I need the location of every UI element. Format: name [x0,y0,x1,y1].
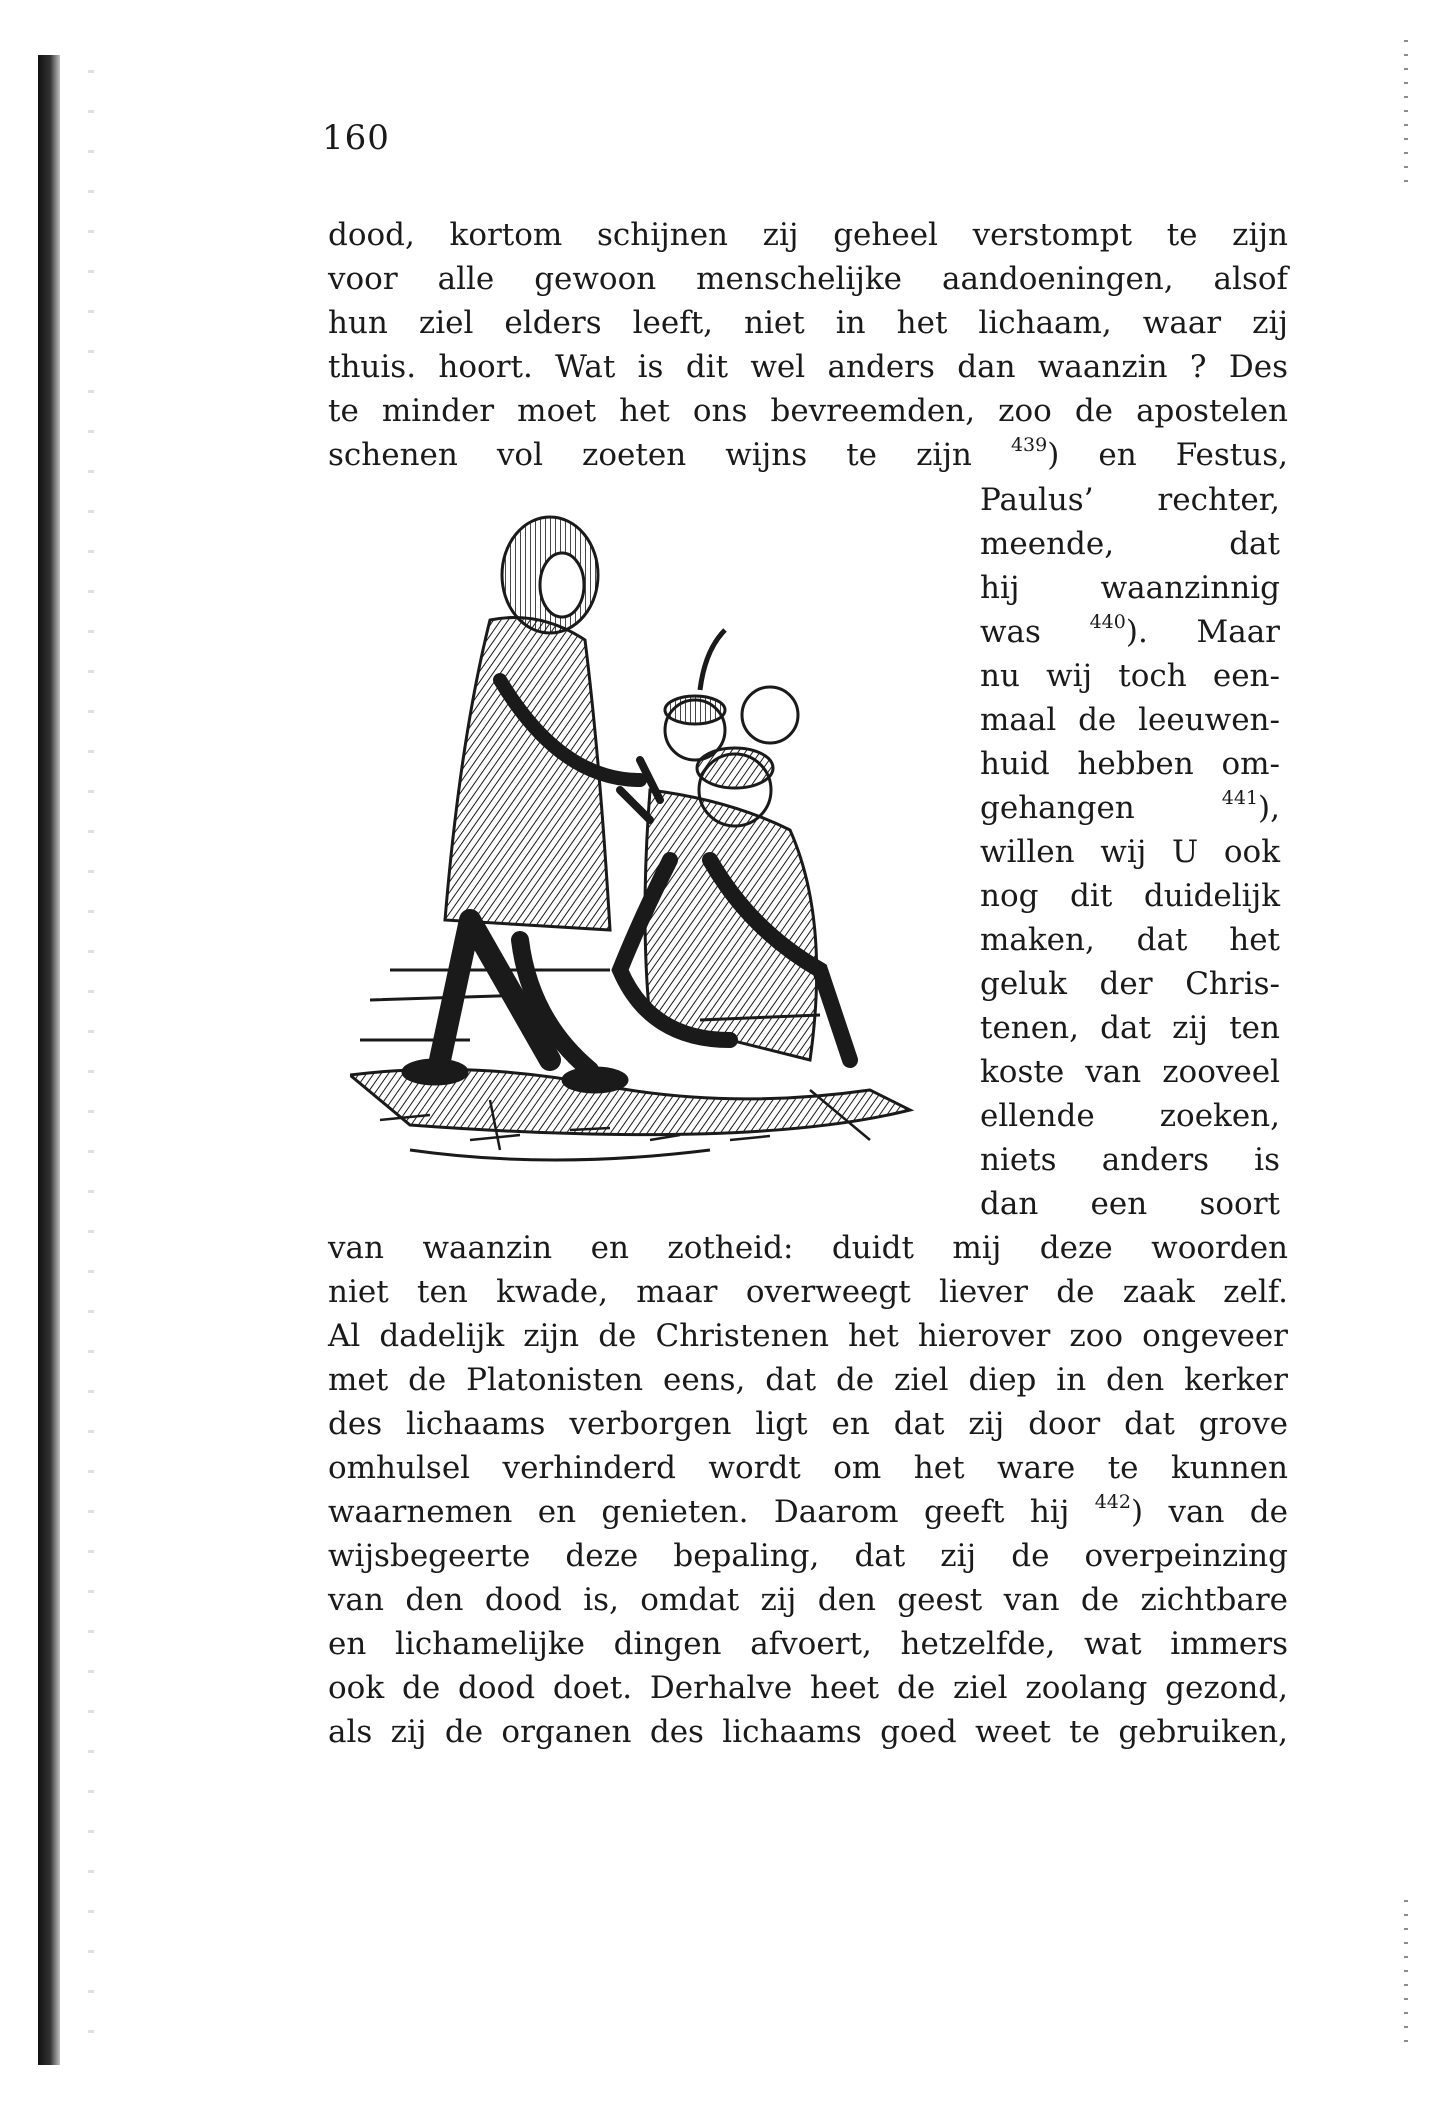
binding-shadow [38,55,60,2065]
text-line: tenen, dat zij ten [980,1010,1280,1046]
scan-edge-mark [1404,40,1408,190]
text-line: met de Platonisten eens, dat de ziel diep in den kerker [328,1362,1288,1398]
text-line: maal de leeuwen- [980,702,1280,738]
page-number: 160 [322,118,390,158]
text-line: ellende zoeken, [980,1098,1280,1134]
text-line: thuis. hoort. Wat is dit wel anders dan waanzin ? Des [328,349,1288,385]
text-line: en lichamelijke dingen afvoert, hetzelfde, wat immers [328,1626,1288,1662]
seated-figures [620,630,850,1060]
footnote-ref: 441 [1221,787,1259,809]
text-line: dan een soort [980,1186,1280,1222]
scan-specks [88,70,94,2050]
footnote-ref: 439 [1010,434,1048,456]
text-line: huid hebben om- [980,746,1280,782]
text-line: Paulus’ rechter, [980,482,1280,518]
footnote-ref: 442 [1094,1491,1131,1513]
text-line: omhulsel verhinderd wordt om het ware te kunnen [328,1450,1288,1486]
scan-edge-mark [1404,1900,1408,2050]
text-line: nog dit duidelijk [980,878,1280,914]
woodcut-illustration [350,500,960,1190]
text-line: koste van zooveel [980,1054,1280,1090]
text-line: waarnemen en genieten. Daarom geeft hij $^{442}$) van de [328,1491,1288,1530]
text-line: als zij de organen des lichaams goed weet te gebruiken, [328,1714,1288,1750]
text-line: hun ziel elders leeft, niet in het lichaam, waar zij [328,305,1288,341]
text-line: willen wij U ook [980,834,1280,870]
text-line: dood, kortom schijnen zij geheel verstompt te zijn [328,217,1288,253]
text-line: nu wij toch een- [980,658,1280,694]
text-line: des lichaams verborgen ligt en dat zij door dat grove [328,1406,1288,1442]
text-line: wijsbegeerte deze bepaling, dat zij de overpeinzing [328,1538,1288,1574]
text-line: niet ten kwade, maar overweegt liever de zaak zelf. [328,1274,1288,1310]
text-line: maken, dat het [980,922,1280,958]
text-line: meende, dat [980,526,1280,562]
text-line: was $^{440}$). Maar [980,611,1280,650]
text-line: gehangen $^{441}$), [980,787,1280,826]
text-line: van den dood is, omdat zij den geest van de zichtbare [328,1582,1288,1618]
text-line: Al dadelijk zijn de Christenen het hierover zoo ongeveer [328,1318,1288,1354]
text-line: te minder moet het ons bevreemden, zoo de apostelen [328,393,1288,429]
text-line: niets anders is [980,1142,1280,1178]
text-line: ook de dood doet. Derhalve heet de ziel zoolang gezond, [328,1670,1288,1706]
text-line: voor alle gewoon menschelijke aandoeningen, alsof [328,261,1288,297]
standing-man [403,517,640,1092]
footnote-ref: 440 [1089,611,1126,633]
text-line: geluk der Chris- [980,966,1280,1002]
text-line: hij waanzinnig [980,570,1280,606]
text-line: van waanzin en zotheid: duidt mij deze woorden [328,1230,1288,1266]
text-line: schenen vol zoeten wijns te zijn $^{439}$) en Festus, [328,434,1288,473]
